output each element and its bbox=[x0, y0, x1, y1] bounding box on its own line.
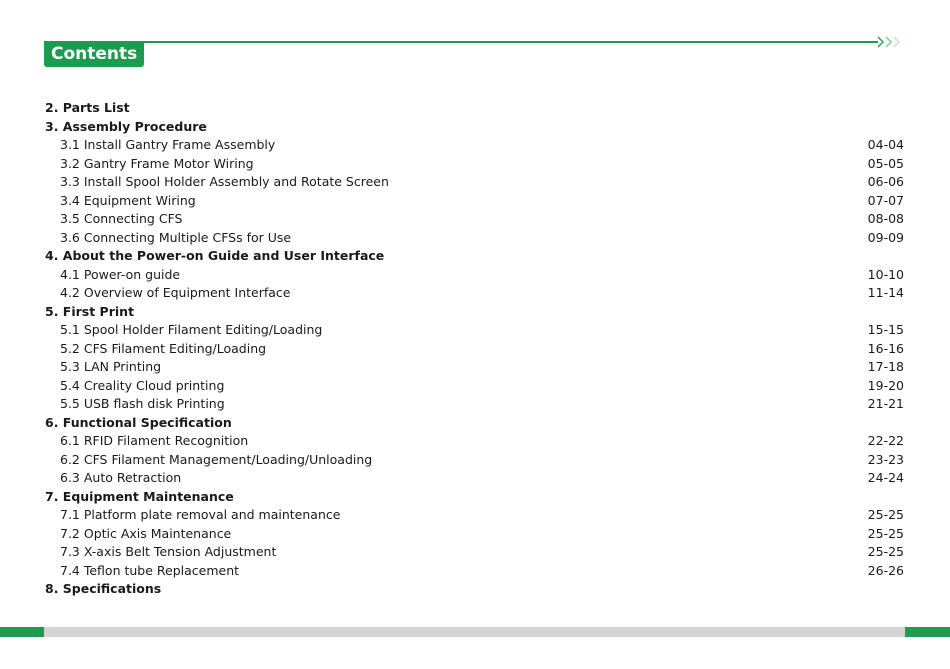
toc-entry-label: 4.1 Power-on guide bbox=[60, 266, 181, 282]
toc-entry[interactable] bbox=[45, 229, 904, 248]
toc-section-heading[interactable] bbox=[45, 580, 904, 599]
toc-entry-label: 3.5 Connecting CFS bbox=[60, 211, 183, 226]
toc-entry-label: 3.6 Connecting Multiple CFSs for Use bbox=[60, 229, 292, 245]
toc-page-range: 11-14 bbox=[867, 285, 904, 300]
toc-entry[interactable] bbox=[45, 506, 904, 525]
toc-page-range: 21-21 bbox=[867, 396, 904, 411]
footer-bar bbox=[0, 627, 950, 637]
toc-entry[interactable] bbox=[45, 358, 904, 377]
toc-entry[interactable] bbox=[45, 173, 904, 192]
triple-chevron-right-icon bbox=[876, 33, 902, 51]
toc-entry-label: 3.4 Equipment Wiring bbox=[60, 192, 196, 208]
toc-entry-label: 3.3 Install Spool Holder Assembly and Rotate Screen bbox=[60, 174, 389, 189]
toc-entry[interactable] bbox=[45, 192, 904, 211]
toc-entry[interactable] bbox=[45, 136, 904, 155]
toc-section-heading[interactable] bbox=[45, 303, 904, 322]
toc-entry[interactable] bbox=[45, 543, 904, 562]
toc-entry[interactable] bbox=[45, 210, 904, 229]
toc-page-range: 05-05 bbox=[867, 155, 904, 171]
toc-entry-label: 5.4 Creality Cloud printing bbox=[60, 377, 225, 393]
toc-page-range: 22-22 bbox=[867, 433, 904, 448]
header-rule bbox=[44, 41, 878, 43]
toc-page-range: 24-24 bbox=[867, 470, 904, 485]
toc-entry[interactable] bbox=[45, 155, 904, 174]
toc-entry-label: 5.1 Spool Holder Filament Editing/Loading bbox=[60, 322, 323, 337]
toc-page-range: 15-15 bbox=[867, 322, 904, 337]
toc-page-range: 19-20 bbox=[867, 377, 904, 393]
toc-page-range: 08-08 bbox=[867, 211, 904, 226]
toc-entry-label: 3. Assembly Procedure bbox=[45, 118, 207, 134]
toc-entry-label: 7.3 X-axis Belt Tension Adjustment bbox=[60, 544, 277, 559]
toc-entry[interactable] bbox=[45, 340, 904, 359]
toc-page-range: 04-04 bbox=[867, 137, 904, 152]
page-title: Contents bbox=[44, 41, 144, 67]
toc-section-heading[interactable] bbox=[45, 488, 904, 507]
toc-entry-label: 3.2 Gantry Frame Motor Wiring bbox=[60, 155, 254, 171]
toc-entry-label: 6.1 RFID Filament Recognition bbox=[60, 433, 249, 448]
toc-entry[interactable] bbox=[45, 377, 904, 396]
footer-accent-right bbox=[905, 627, 950, 637]
toc-entry[interactable] bbox=[45, 451, 904, 470]
toc-entry[interactable] bbox=[45, 525, 904, 544]
toc-page-range: 16-16 bbox=[867, 340, 904, 356]
toc-entry[interactable] bbox=[45, 284, 904, 303]
toc-page-range: 26-26 bbox=[867, 562, 904, 578]
toc-entry-label: 5.3 LAN Printing bbox=[60, 359, 162, 374]
toc-entry[interactable] bbox=[45, 321, 904, 340]
toc-page-range: 25-25 bbox=[867, 544, 904, 559]
toc-page-range: 07-07 bbox=[867, 192, 904, 208]
toc-page-range: 23-23 bbox=[867, 451, 904, 467]
toc-entry-label: 7.4 Teflon tube Replacement bbox=[60, 562, 240, 578]
toc-section-heading[interactable] bbox=[45, 247, 904, 266]
toc-page-range: 25-25 bbox=[867, 507, 904, 522]
toc-entry-label: 2. Parts List bbox=[45, 100, 130, 115]
toc-entry-label: 5.2 CFS Filament Editing/Loading bbox=[60, 340, 267, 356]
toc-entry-label: 4.2 Overview of Equipment Interface bbox=[60, 285, 291, 300]
toc-section-heading[interactable] bbox=[45, 99, 904, 118]
toc-page-range: 09-09 bbox=[867, 229, 904, 245]
toc-entry-label: 7. Equipment Maintenance bbox=[45, 488, 234, 504]
toc-entry[interactable] bbox=[45, 266, 904, 285]
toc-entry-label: 5. First Print bbox=[45, 303, 135, 319]
toc-section-heading[interactable] bbox=[45, 414, 904, 433]
toc-entry-label: 4. About the Power-on Guide and User Interface bbox=[45, 248, 385, 263]
toc-entry-label: 7.2 Optic Axis Maintenance bbox=[60, 525, 232, 541]
toc-entry-label: 6.2 CFS Filament Management/Loading/Unloading bbox=[60, 451, 373, 467]
toc-entry[interactable] bbox=[45, 562, 904, 581]
toc-page-range: 10-10 bbox=[867, 266, 904, 282]
toc-entry[interactable] bbox=[45, 469, 904, 488]
toc-page-range: 17-18 bbox=[867, 359, 904, 374]
table-of-contents bbox=[45, 99, 904, 599]
toc-entry[interactable] bbox=[45, 395, 904, 414]
toc-entry-label: 5.5 USB flash disk Printing bbox=[60, 396, 225, 411]
toc-page-range: 25-25 bbox=[867, 525, 904, 541]
toc-entry-label: 6. Functional Specification bbox=[45, 414, 232, 430]
toc-entry-label: 7.1 Platform plate removal and maintenance bbox=[60, 507, 341, 522]
toc-entry-label: 3.1 Install Gantry Frame Assembly bbox=[60, 137, 276, 152]
toc-entry-label: 6.3 Auto Retraction bbox=[60, 470, 182, 485]
toc-section-heading[interactable] bbox=[45, 118, 904, 137]
toc-entry[interactable] bbox=[45, 432, 904, 451]
toc-page-range: 06-06 bbox=[867, 174, 904, 189]
footer-accent-left bbox=[0, 627, 44, 637]
toc-entry-label: 8. Specifications bbox=[45, 581, 162, 596]
